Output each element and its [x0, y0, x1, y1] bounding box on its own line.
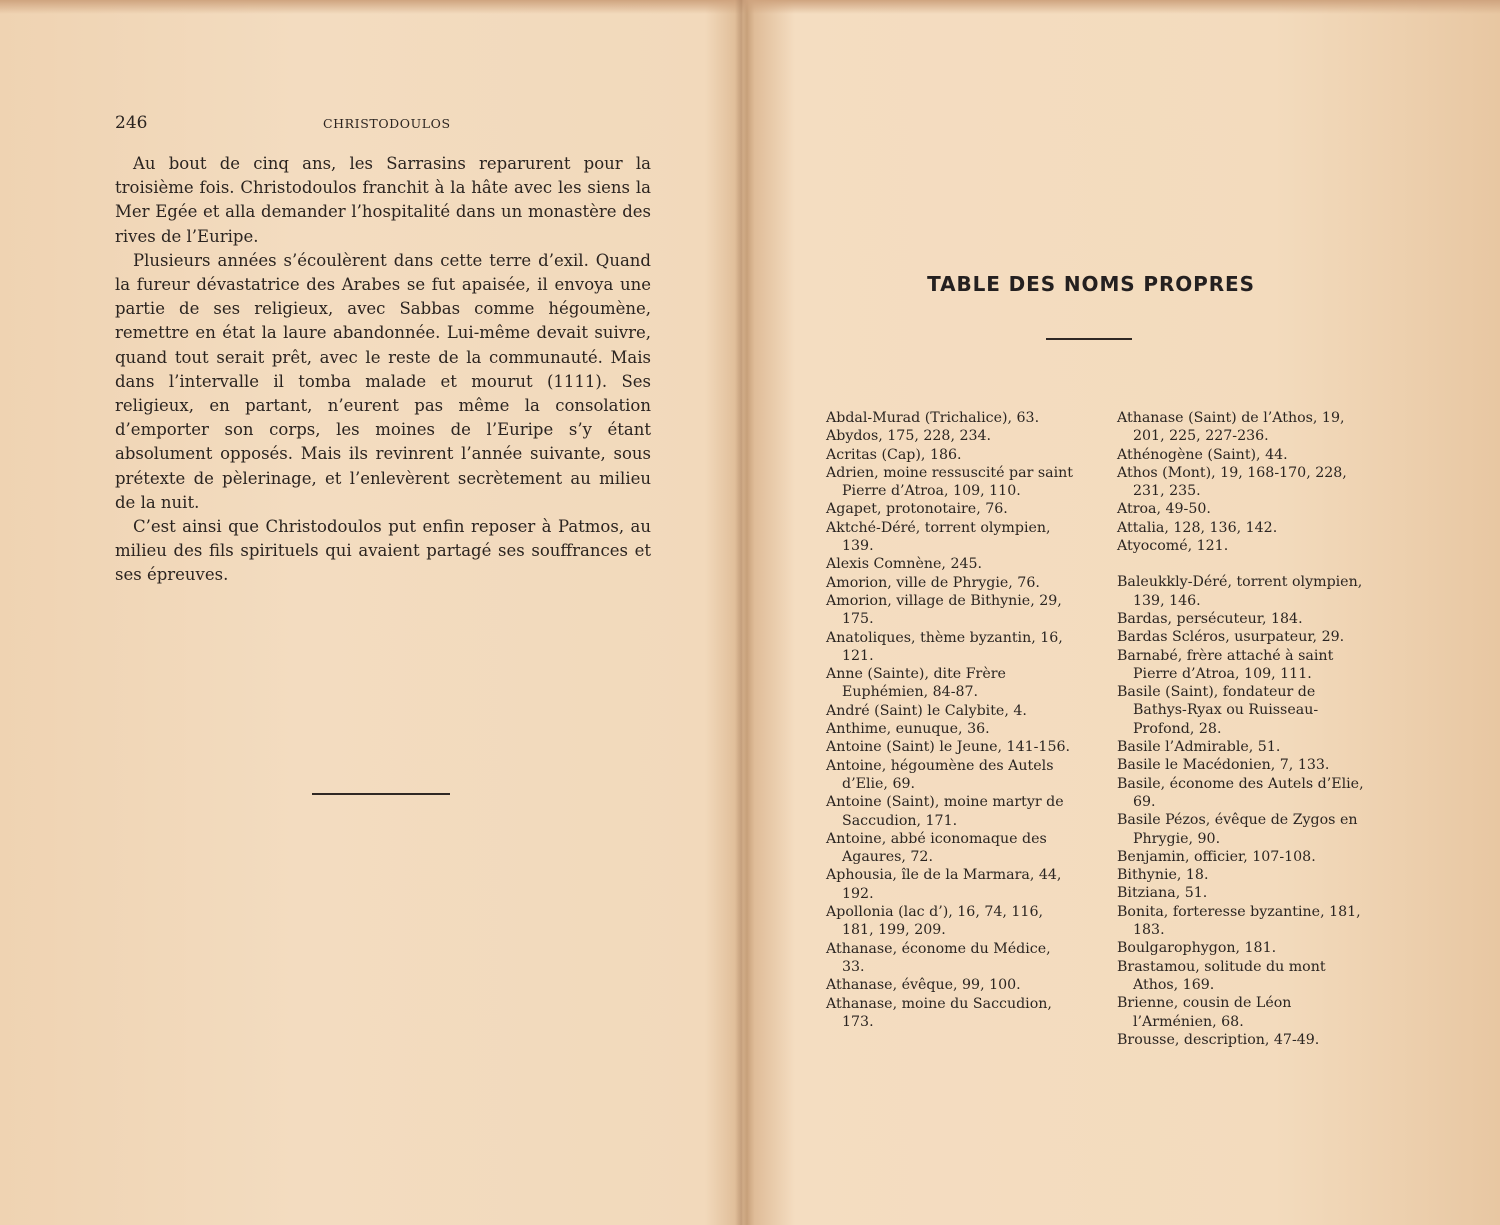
index-entry: Anatoliques, thème byzantin, 16, 121.	[826, 629, 1063, 664]
index-entry: Brastamou, solitude du mont Athos, 169.	[1117, 958, 1326, 993]
index-entry: Agapet, protonotaire, 76.	[826, 501, 1008, 518]
index-entry: Antoine, hégoumène des Autels d’Elie, 69.	[826, 757, 1054, 792]
index-entry: Apollonia (lac d’), 16, 74, 116, 181, 199, 209.	[826, 904, 1043, 939]
index-entry: Bardas Scléros, usurpateur, 29.	[1117, 629, 1345, 646]
index-title: TABLE DES NOMS PROPRES	[927, 272, 1255, 296]
right-page	[748, 0, 1500, 1225]
index-entry: Basile (Saint), fondateur de Bathys-Ryax ou Ruisseau-Profond, 28.	[1117, 684, 1319, 737]
index-entry: Basile l’Admirable, 51.	[1117, 739, 1281, 756]
index-entry: Bonita, forteresse byzantine, 181, 183.	[1117, 903, 1361, 939]
index-entry: Athanase (Saint) de l’Athos, 19, 201, 225, 227-236.	[1117, 410, 1345, 445]
index-entry: Adrien, moine ressuscité par saint Pierre d’Atroa, 109, 110.	[826, 464, 1073, 500]
running-title: CHRISTODOULOS	[323, 116, 451, 131]
index-entry: Atroa, 49-50.	[1117, 501, 1211, 518]
index-column-a	[826, 409, 1074, 1031]
index-column-b	[1117, 409, 1365, 1049]
index-entry: Bithynie, 18.	[1117, 867, 1209, 884]
index-entry: Acritas (Cap), 186.	[826, 446, 962, 463]
index-entry: Antoine (Saint) le Jeune, 141-156.	[826, 739, 1071, 756]
index-entry: Alexis Comnène, 245.	[826, 556, 983, 573]
index-entry: Athos (Mont), 19, 168-170, 228, 231, 235.	[1117, 464, 1347, 500]
index-entry: Baleukkly-Déré, torrent olympien, 139, 146.	[1117, 574, 1363, 609]
index-entry: Athanase, évêque, 99, 100.	[826, 977, 1021, 994]
index-entry: André (Saint) le Calybite, 4.	[826, 702, 1027, 719]
index-entry: Bardas, persécuteur, 184.	[1117, 610, 1303, 627]
body-text	[115, 152, 651, 588]
letter-group-gap	[1117, 555, 1365, 573]
index-entry: Abydos, 175, 228, 234.	[826, 428, 992, 445]
index-entry: Anthime, eunuque, 36.	[826, 721, 990, 738]
index-entry: Abdal-Murad (Trichalice), 63.	[826, 410, 1040, 426]
index-entry: Basile, économe des Autels d’Elie, 69.	[1117, 775, 1364, 810]
index-entry: Anne (Sainte), dite Frère Euphémien, 84-87.	[826, 666, 1006, 701]
title-rule	[1046, 338, 1132, 340]
index-entry: Bitziana, 51.	[1117, 885, 1208, 902]
index-entry: Benjamin, officier, 107-108.	[1117, 848, 1316, 865]
paragraph: Au bout de cinq ans, les Sarrasins reparurent pour la troisième fois. Christodoulos franchit à la hâte avec les siens la Mer Egée et alla demander l’hospitalité dans un monastère des rives de l’Euripe.	[115, 154, 651, 246]
index-entry: Barnabé, frère attaché à saint Pierre d’Atroa, 109, 111.	[1117, 647, 1334, 682]
index-entry: Athanase, économe du Médice, 33.	[826, 940, 1051, 975]
index-entry: Amorion, ville de Phrygie, 76.	[826, 574, 1040, 591]
paragraph: Plusieurs années s’écoulèrent dans cette terre d’exil. Quand la fureur dévastatrice des Arabes se fut apaisée, il envoya une partie de ses religieux, avec Sabbas comme hégoumène, remettre en état la laure abandonnée. Lui-même devait suivre, quand tout serait prêt, avec le reste de la communauté. Mais dans l’intervalle il tomba malade et mourut (1111). Ses religieux, en partant, n’eurent pas même la consolation d’emporter son corps, les moines de l’Euripe s’y étant absolument opposés. Mais ils revinrent l’année suivante, sous prétexte de pèlerinage, et l’enlevèrent secrètement au milieu de la nuit.	[115, 250, 651, 512]
index-entry: Amorion, village de Bithynie, 29, 175.	[826, 592, 1062, 628]
index-entry: Antoine, abbé iconomaque des Agaures, 72.	[826, 830, 1047, 866]
index-entry: Aktché-Déré, torrent olympien, 139.	[826, 519, 1051, 555]
index-entry: Aphousia, île de la Marmara, 44, 192.	[826, 867, 1062, 902]
index-entry: Antoine (Saint), moine martyr de Saccudion, 171.	[826, 794, 1064, 829]
index-entry: Athanase, moine du Saccudion, 173.	[826, 995, 1052, 1030]
end-rule	[312, 793, 450, 795]
index-entry: Basile le Macédonien, 7, 133.	[1117, 757, 1330, 774]
left-page	[0, 0, 740, 1225]
index-entry: Boulgarophygon, 181.	[1117, 940, 1277, 957]
index-entry: Basile Pézos, évêque de Zygos en Phrygie, 90.	[1117, 812, 1358, 847]
index-entry: Brienne, cousin de Léon l’Arménien, 68.	[1117, 995, 1292, 1030]
running-head	[115, 113, 655, 137]
page-number: 246	[115, 113, 148, 133]
paragraph: C’est ainsi que Christodoulos put enfin reposer à Patmos, au milieu des fils spirituels qui avaient partagé ses souffrances et ses épreuves.	[115, 517, 651, 585]
index-entry: Athénogène (Saint), 44.	[1117, 446, 1288, 463]
index-entry: Brousse, description, 47-49.	[1117, 1031, 1320, 1048]
index-entry: Atyocomé, 121.	[1117, 538, 1229, 555]
index-entry: Attalia, 128, 136, 142.	[1117, 519, 1278, 536]
